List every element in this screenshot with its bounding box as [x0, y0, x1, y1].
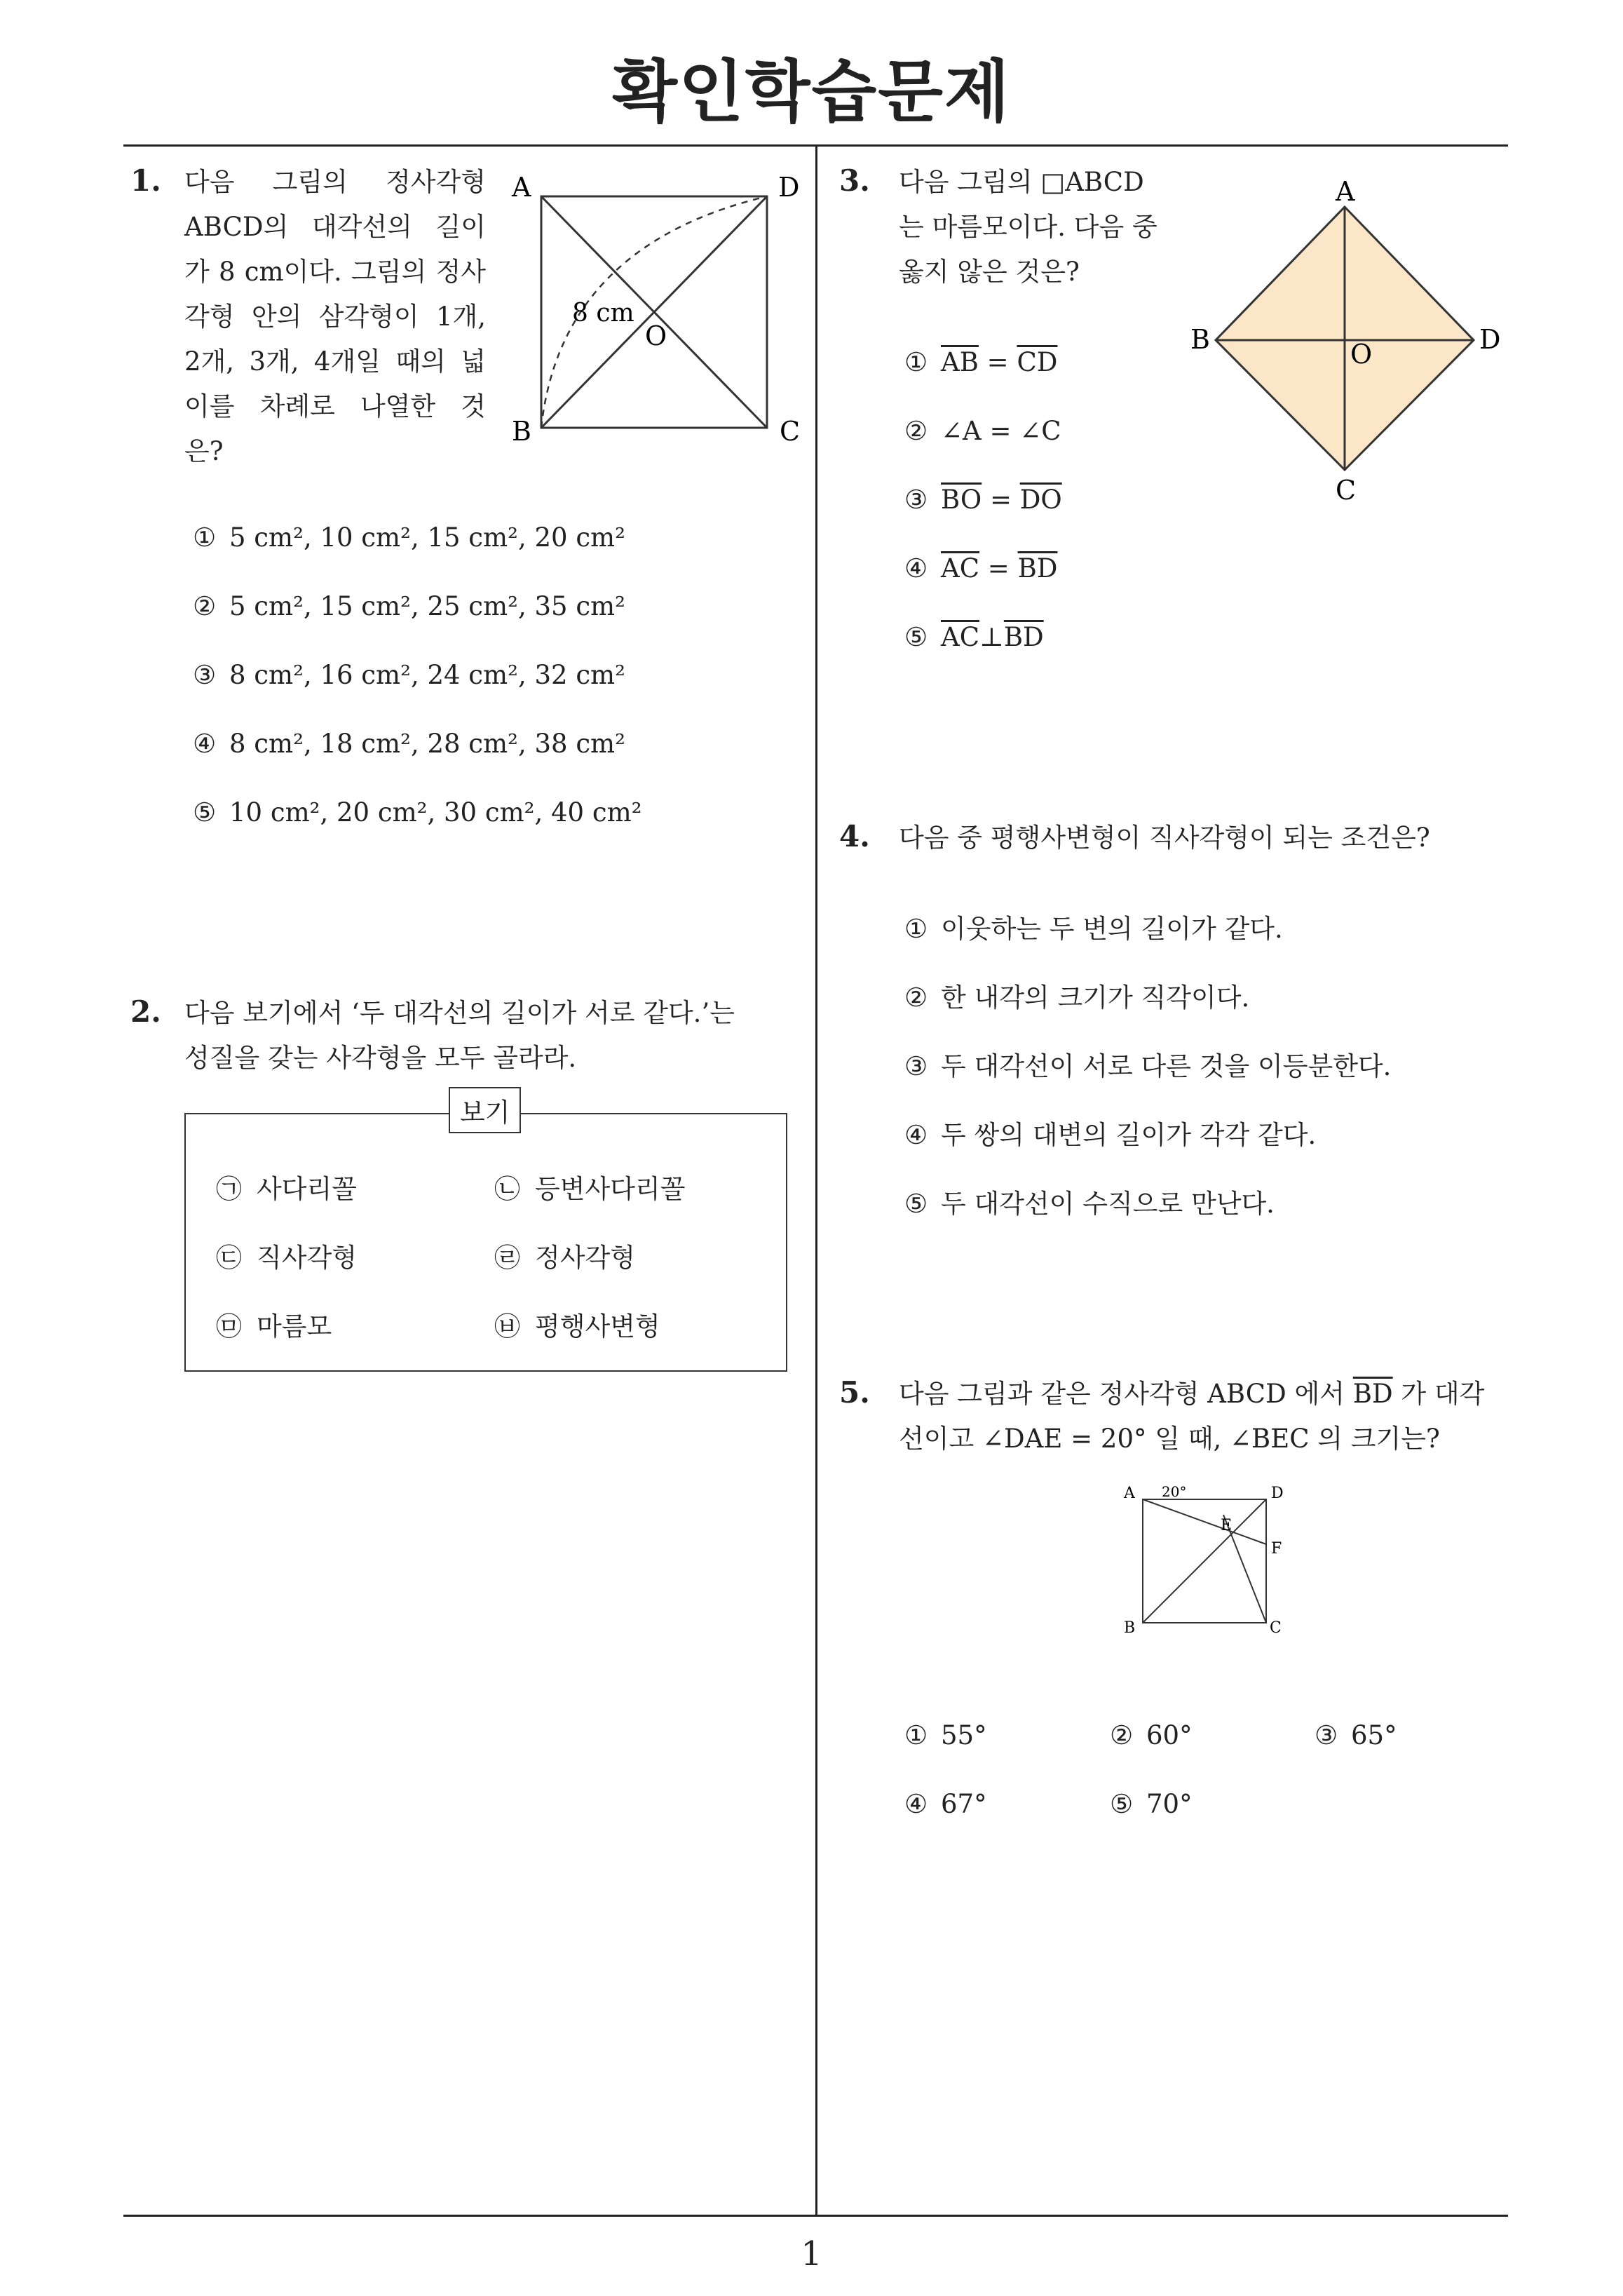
bogi-item [494, 1236, 635, 1274]
bogi-mark: ㉠ [216, 1174, 242, 1204]
operator: ∠A = ∠C [941, 416, 1061, 446]
q4-number: 4. [839, 819, 870, 853]
q2-line: 다음 보기에서 ‘두 대각선의 길이가 서로 같다.’는 [184, 998, 735, 1028]
choice-text: 65° [1351, 1720, 1397, 1750]
q4-choice[interactable] [904, 907, 1283, 945]
q3-rhombus-figure [1185, 175, 1514, 512]
label-c: C [1270, 1619, 1282, 1637]
q1-line: 이를 차례로 나열한 것 [184, 391, 486, 421]
q3-number: 3. [839, 163, 870, 198]
q2-line: 성질을 갖는 사각형을 모두 골라라. [184, 1043, 577, 1073]
q5-choice[interactable] [1110, 1720, 1193, 1750]
choice-mark: ④ [193, 729, 217, 759]
page-title: 확인학습문제 [612, 53, 1011, 131]
choice-mark: ⑤ [904, 622, 928, 652]
q3-choice[interactable] [904, 485, 1062, 515]
bogi-text: 정사각형 [535, 1243, 635, 1273]
q5-choice[interactable] [1315, 1720, 1397, 1750]
bogi-item [216, 1168, 357, 1206]
operator: ⊥ [979, 622, 1004, 652]
choice-mark: ③ [193, 660, 217, 690]
choice-mark: ② [193, 591, 217, 621]
segment: $\overline{BD}$ [1003, 622, 1044, 652]
choice-mark: ① [904, 347, 928, 377]
bogi-item [216, 1305, 332, 1343]
q1-number: 1. [130, 163, 161, 198]
segment: $\overline{AC}$ [941, 553, 980, 583]
choice-mark: ⑤ [904, 1189, 928, 1219]
column-divider [815, 147, 817, 2215]
segment: $\overline{AC}$ [941, 622, 980, 652]
q4-choice[interactable] [904, 976, 1249, 1014]
segment: $\overline{AB}$ [941, 347, 979, 377]
segment: $\overline{BO}$ [941, 485, 982, 515]
q1-choice[interactable] [193, 522, 625, 553]
segment: $\overline{BD}$ [1017, 553, 1058, 583]
choice-mark: ② [904, 982, 928, 1013]
choice-text: 10 cm², 20 cm², 30 cm², 40 cm² [229, 797, 642, 828]
choice-mark: ⑤ [1110, 1789, 1134, 1819]
label-a: A [1124, 1485, 1135, 1502]
label-d: D [1479, 324, 1501, 355]
choice-mark: ③ [1315, 1720, 1338, 1750]
operator: = [982, 485, 1020, 515]
choice-text: 5 cm², 15 cm², 25 cm², 35 cm² [229, 591, 625, 621]
label-c: C [1336, 475, 1357, 506]
q3-line: 옳지 않은 것은? [899, 257, 1080, 287]
length-label: 8 cm [572, 299, 634, 327]
q1-line: 은? [184, 436, 224, 466]
q3-choice[interactable] [904, 622, 1044, 652]
bogi-text: 평행사변형 [535, 1311, 660, 1342]
q1-choice[interactable] [193, 729, 625, 759]
label-b: B [1124, 1619, 1136, 1637]
choice-mark: ② [1110, 1720, 1134, 1750]
label-c: C [780, 416, 801, 447]
label-o: O [1350, 339, 1373, 370]
choice-text: 70° [1146, 1789, 1193, 1819]
q5-number: 5. [839, 1375, 870, 1410]
label-a: A [1336, 176, 1355, 207]
bogi-text: 등변사다리꼴 [535, 1174, 686, 1204]
bogi-text: 사다리꼴 [257, 1174, 357, 1204]
choice-text: 두 쌍의 대변의 길이가 각각 같다. [941, 1120, 1317, 1150]
choice-text: 두 대각선이 수직으로 만난다. [941, 1189, 1275, 1219]
bogi-item [494, 1305, 660, 1343]
bogi-mark: ㉢ [216, 1243, 242, 1273]
q4-text: 다음 중 평행사변형이 직사각형이 되는 조건은? [899, 823, 1430, 853]
choice-mark: ④ [904, 1789, 928, 1819]
q2-number: 2. [130, 994, 161, 1029]
bogi-item [494, 1168, 685, 1206]
label-d: D [778, 172, 800, 203]
q2-text [184, 991, 801, 1081]
q4-choice[interactable] [904, 1045, 1391, 1083]
q5-text [899, 1372, 1516, 1461]
q1-line: 각형 안의 삼각형이 1개, [184, 302, 486, 332]
q3-text [899, 160, 1172, 295]
choice-text: 두 대각선이 서로 다른 것을 이등분한다. [941, 1051, 1392, 1081]
choice-mark: ④ [904, 1120, 928, 1150]
bogi-mark: ㉣ [494, 1243, 520, 1273]
label-a: A [512, 172, 531, 203]
choice-text: 5 cm², 10 cm², 15 cm², 20 cm² [229, 522, 625, 553]
choice-mark: ① [904, 914, 928, 944]
segment: $\overline{BD}$ [1352, 1379, 1393, 1409]
operator: = [979, 553, 1018, 583]
q3-line: 는 마름모이다. 다음 중 [899, 212, 1157, 242]
choice-text: 55° [941, 1720, 987, 1750]
choice-text: 8 cm², 18 cm², 28 cm², 38 cm² [229, 729, 625, 759]
segment-af [1143, 1499, 1266, 1544]
q3-line: 다음 그림의 □ABCD [899, 167, 1144, 197]
bottom-rule [123, 2215, 1508, 2217]
segment: $\overline{DO}$ [1019, 485, 1062, 515]
segment: $\overline{CD}$ [1017, 347, 1058, 377]
q1-choice[interactable] [193, 797, 642, 828]
q5-line: 선이고 ∠DAE = 20° 일 때, ∠BEC 의 크기는? [899, 1424, 1440, 1454]
q5-line: 다음 그림과 같은 정사각형 ABCD 에서 $\overline{BD}$ 가 대각 [899, 1379, 1485, 1409]
q4-choice[interactable] [904, 1114, 1316, 1152]
q1-line: ABCD의 대각선의 길이 [184, 212, 486, 242]
q3-choice[interactable] [904, 553, 1057, 583]
q5-choice[interactable] [904, 1720, 987, 1750]
q1-square-figure [505, 168, 813, 449]
choice-text: 67° [941, 1789, 987, 1819]
q1-line: 가 8 cm이다. 그림의 정사 [184, 257, 486, 287]
bogi-mark: ㉥ [494, 1311, 520, 1342]
choice-mark: ⑤ [193, 797, 217, 828]
q1-line: 다음 그림의 정사각형 [184, 167, 486, 197]
label-b: B [512, 416, 531, 447]
diagonal-bd [1143, 1499, 1266, 1623]
bogi-text: 직사각형 [257, 1243, 357, 1273]
q5-square-figure [1118, 1480, 1293, 1641]
bogi-label: 보기 [449, 1087, 521, 1133]
q4-choice[interactable] [904, 1182, 1275, 1220]
choice-text: 이웃하는 두 변의 길이가 같다. [941, 914, 1283, 944]
choice-mark: ① [193, 522, 217, 553]
choice-text: 한 내각의 크기가 직각이다. [941, 982, 1250, 1013]
bogi-text: 마름모 [257, 1311, 332, 1342]
label-o: O [645, 320, 667, 351]
q1-choice[interactable] [193, 660, 625, 690]
q3-choice[interactable] [904, 347, 1057, 377]
choice-text: 60° [1146, 1720, 1193, 1750]
page-number: 1 [801, 2234, 822, 2274]
choice-mark: ③ [904, 485, 928, 515]
choice-mark: ③ [904, 1051, 928, 1081]
label-f: F [1271, 1540, 1282, 1558]
choice-mark: ② [904, 416, 928, 446]
angle-label: 20° [1162, 1483, 1187, 1500]
q3-choice[interactable] [904, 416, 1061, 446]
bogi-item [216, 1236, 357, 1274]
bogi-mark: ㉡ [494, 1174, 520, 1204]
q1-text [184, 160, 486, 474]
q1-line: 2개, 3개, 4개일 때의 넓 [184, 346, 486, 377]
operator: = [978, 347, 1017, 377]
label-d: D [1271, 1485, 1284, 1502]
choice-mark: ① [904, 1720, 928, 1750]
choice-mark: ④ [904, 553, 928, 583]
label-e: E [1221, 1517, 1232, 1534]
q1-choice[interactable] [193, 591, 625, 621]
bogi-mark: ㉤ [216, 1311, 242, 1342]
choice-text: 8 cm², 16 cm², 24 cm², 32 cm² [229, 660, 625, 690]
q5-choice[interactable] [1110, 1789, 1193, 1819]
label-b: B [1190, 324, 1210, 355]
q5-choice[interactable] [904, 1789, 987, 1819]
